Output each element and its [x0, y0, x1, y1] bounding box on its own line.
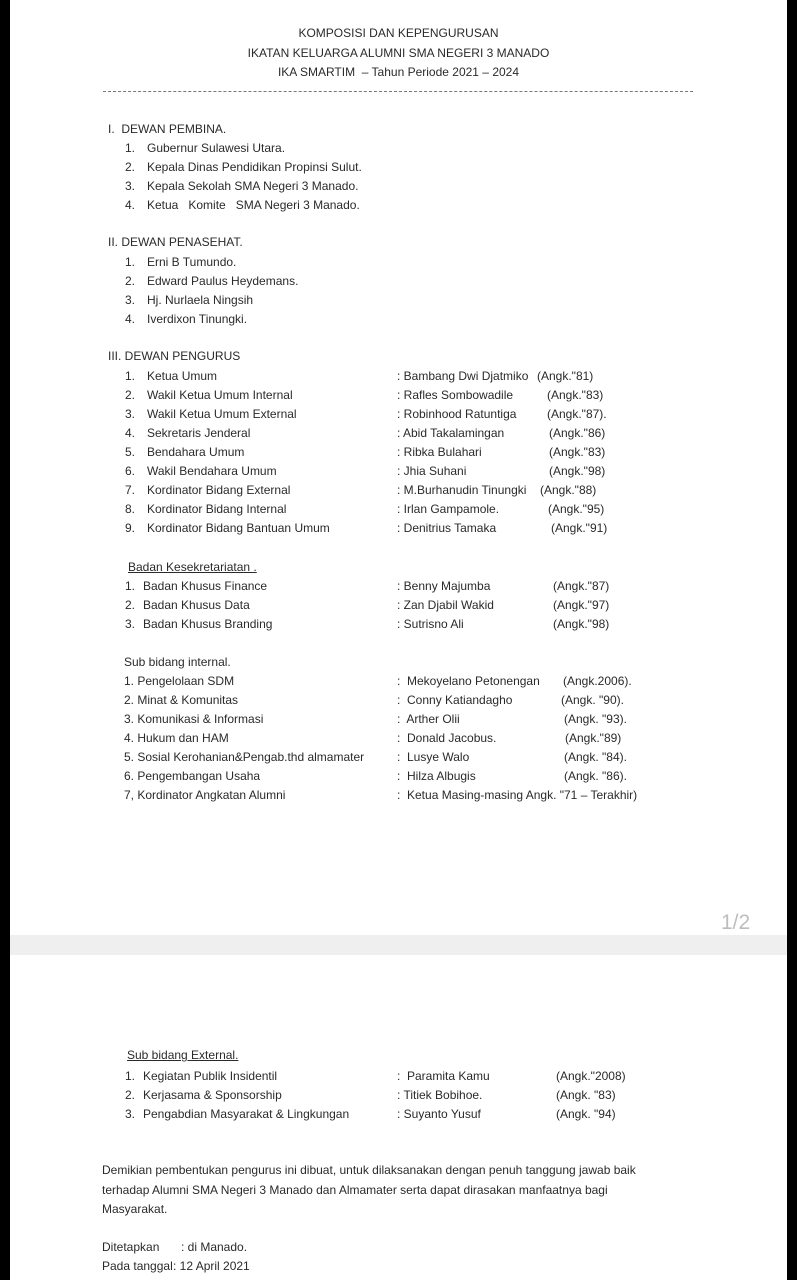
row-angkatan: (Angk."98): [549, 464, 606, 478]
page-separator: [10, 935, 787, 955]
row-role: Ketua Umum: [147, 369, 218, 383]
doc-title-line-2: IKATAN KELUARGA ALUMNI SMA NEGERI 3 MANADO: [247, 46, 550, 60]
list-number: 3.: [125, 617, 136, 631]
ditetapkan-value: : di Manado.: [181, 1240, 248, 1254]
section-title-sub-internal: Sub bidang internal.: [124, 655, 231, 669]
list-number: 3.: [125, 407, 136, 421]
row-angkatan: (Angk. "86).: [564, 769, 627, 783]
row-name: : Ketua Masing-masing Angk. "71 – Terakhir): [397, 788, 638, 802]
list-number: 3.: [125, 1107, 136, 1121]
row-name: : Jhia Suhani: [397, 464, 467, 478]
row-role: 5. Sosial Kerohanian&Pengab.thd almamater: [124, 750, 365, 764]
doc-title-line-3: IKA SMARTIM – Tahun Periode 2021 – 2024: [277, 65, 520, 79]
row-role: Kordinator Bidang Internal: [147, 502, 287, 516]
row-name: : Conny Katiandagho: [397, 693, 513, 707]
row-name: : Suyanto Yusuf: [397, 1107, 481, 1121]
row-role: Kordinator Bidang Bantuan Umum: [147, 521, 330, 535]
row-role: Badan Khusus Data: [143, 598, 250, 612]
list-item: Ketua Komite SMA Negeri 3 Manado.: [147, 198, 360, 212]
list-number: 8.: [125, 502, 136, 516]
row-name: : Hilza Albugis: [397, 769, 476, 783]
row-role: Wakil Ketua Umum Internal: [147, 388, 293, 402]
list-item: Erni B Tumundo.: [147, 255, 237, 269]
row-role: 2. Minat & Komunitas: [124, 693, 239, 707]
page-indicator: 1/2: [721, 911, 751, 934]
row-role: Wakil Bendahara Umum: [147, 464, 277, 478]
list-item: Iverdixon Tinungki.: [147, 312, 248, 326]
section-title-sub-external: Sub bidang External.: [127, 1048, 239, 1062]
closing-line-2: terhadap Alumni SMA Negeri 3 Manado dan Almamater serta dapat dirasakan manfaatnya bagi: [102, 1183, 608, 1197]
row-angkatan: (Angk. "94): [556, 1107, 616, 1121]
row-angkatan: (Angk."98): [553, 617, 610, 631]
row-name: : Benny Majumba: [397, 579, 491, 593]
row-angkatan: (Angk."91): [551, 521, 608, 535]
list-number: 3.: [125, 293, 136, 307]
doc-title-line-1: KOMPOSISI DAN KEPENGURUSAN: [298, 26, 499, 40]
tanggal-label: Pada tanggal: [102, 1259, 173, 1273]
row-angkatan: (Angk."86): [549, 426, 606, 440]
row-role: 6. Pengembangan Usaha: [124, 769, 261, 783]
row-angkatan: (Angk."88): [540, 483, 597, 497]
document-page-1: [10, 0, 787, 935]
section-title-kesekretariatan: Badan Kesekretariatan .: [128, 560, 257, 574]
row-name: : Zan Djabil Wakid: [397, 598, 494, 612]
list-number: 1.: [125, 369, 136, 383]
row-role: Kordinator Bidang External: [147, 483, 291, 497]
list-number: 2.: [125, 160, 136, 174]
row-name: : Paramita Kamu: [397, 1069, 490, 1083]
row-role: Bendahara Umum: [147, 445, 245, 459]
row-name: : Donald Jacobus.: [397, 731, 497, 745]
row-angkatan: (Angk."97): [553, 598, 610, 612]
row-name: : Robinhood Ratuntiga: [397, 407, 517, 421]
list-number: 1.: [125, 579, 136, 593]
tanggal-value: : 12 April 2021: [173, 1259, 250, 1273]
list-number: 2.: [125, 1088, 136, 1102]
row-name: : Lusye Walo: [397, 750, 470, 764]
list-number: 4.: [125, 312, 136, 326]
section-title-pembina: I. DEWAN PEMBINA.: [108, 122, 227, 136]
header-divider: [103, 91, 693, 92]
list-number: 1.: [125, 141, 136, 155]
list-number: 7.: [125, 483, 136, 497]
row-angkatan: (Angk."2008): [556, 1069, 626, 1083]
row-angkatan: (Angk. "93).: [564, 712, 627, 726]
closing-line-1: Demikian pembentukan pengurus ini dibuat, untuk dilaksanakan dengan penuh tanggung jawab baik: [102, 1163, 636, 1177]
row-name: : Abid Takalamingan: [397, 426, 505, 440]
row-angkatan: (Angk. "84).: [564, 750, 627, 764]
row-role: 7, Kordinator Angkatan Alumni: [124, 788, 286, 802]
row-role: Kerjasama & Sponsorship: [143, 1088, 282, 1102]
list-number: 1.: [125, 1069, 136, 1083]
row-role: 4. Hukum dan HAM: [124, 731, 229, 745]
row-role: Kegiatan Publik Insidentil: [143, 1069, 278, 1083]
list-number: 6.: [125, 464, 136, 478]
list-number: 5.: [125, 445, 136, 459]
ditetapkan-label: Ditetapkan: [102, 1240, 160, 1254]
row-name: : Ribka Bulahari: [397, 445, 482, 459]
row-name: : Mekoyelano Petonengan: [397, 674, 540, 688]
row-name: : Arther Olii: [397, 712, 460, 726]
list-number: 4.: [125, 198, 136, 212]
list-number: 2.: [125, 388, 136, 402]
row-angkatan: (Angk."83): [549, 445, 606, 459]
row-name: : Sutrisno Ali: [397, 617, 464, 631]
list-number: 4.: [125, 426, 136, 440]
row-angkatan: (Angk."95): [548, 502, 605, 516]
row-role: 1. Pengelolaan SDM: [124, 674, 235, 688]
row-role: Badan Khusus Finance: [143, 579, 268, 593]
row-angkatan: (Angk.2006).: [563, 674, 632, 688]
list-number: 3.: [125, 179, 136, 193]
row-angkatan: (Angk."83): [547, 388, 604, 402]
row-role: Pengabdian Masyarakat & Lingkungan: [143, 1107, 350, 1121]
list-number: 1.: [125, 255, 136, 269]
row-angkatan: (Angk."87): [553, 579, 610, 593]
list-number: 9.: [125, 521, 136, 535]
row-name: : Bambang Dwi Djatmiko: [397, 369, 529, 383]
document-page-2: [10, 955, 787, 1280]
row-name: : M.Burhanudin Tinungki: [397, 483, 527, 497]
row-role: Wakil Ketua Umum External: [147, 407, 297, 421]
list-item: Kepala Sekolah SMA Negeri 3 Manado.: [147, 179, 359, 193]
section-title-pengurus: III. DEWAN PENGURUS: [108, 349, 241, 363]
list-item: Edward Paulus Heydemans.: [147, 274, 299, 288]
row-angkatan: (Angk."81): [537, 369, 594, 383]
row-angkatan: (Angk."87).: [547, 407, 607, 421]
row-name: : Titiek Bobihoe.: [397, 1088, 483, 1102]
list-item: Hj. Nurlaela Ningsih: [147, 293, 254, 307]
list-number: 2.: [125, 274, 136, 288]
row-role: Badan Khusus Branding: [143, 617, 273, 631]
row-name: : Irlan Gampamole.: [397, 502, 500, 516]
row-angkatan: (Angk."89): [565, 731, 622, 745]
list-item: Gubernur Sulawesi Utara.: [147, 141, 286, 155]
row-role: 3. Komunikasi & Informasi: [124, 712, 264, 726]
list-number: 2.: [125, 598, 136, 612]
list-item: Kepala Dinas Pendidikan Propinsi Sulut.: [147, 160, 362, 174]
row-name: : Denitrius Tamaka: [397, 521, 497, 535]
row-angkatan: (Angk. "90).: [561, 693, 624, 707]
section-title-penasehat: II. DEWAN PENASEHAT.: [108, 235, 243, 249]
row-name: : Rafles Sombowadile: [397, 388, 514, 402]
row-role: Sekretaris Jenderal: [147, 426, 251, 440]
closing-line-3: Masyarakat.: [102, 1202, 168, 1216]
row-angkatan: (Angk. "83): [556, 1088, 616, 1102]
